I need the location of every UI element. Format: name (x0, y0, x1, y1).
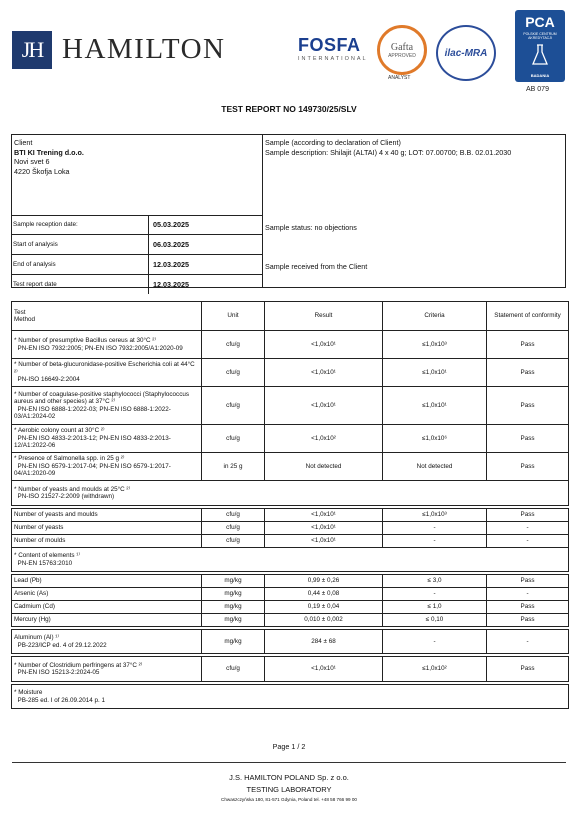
row-conformity: - (487, 535, 569, 548)
row-test: Cadmium (Cd) (12, 601, 202, 614)
date-value: 12.03.2025 (153, 280, 189, 289)
row-conformity: Pass (487, 387, 569, 425)
date-label: Sample reception date: (11, 215, 149, 235)
table-row (12, 575, 569, 588)
col-test-method (12, 302, 202, 331)
row-conformity: Pass (487, 601, 569, 614)
test-name: * Number of beta-glucuronidase-positive Escherichia coli at 44°C ²⁾ (14, 361, 195, 376)
date-row (11, 235, 263, 255)
table-row (12, 425, 569, 453)
col-statement: Statement of conformity (487, 302, 569, 331)
table-row (12, 535, 569, 548)
row-unit: mg/kg (202, 614, 265, 627)
col-method: Method (14, 316, 36, 323)
table-row (12, 614, 569, 627)
test-method: PN-EN ISO 4833-2:2013-12; PN-EN ISO 4833-2:2013-12/A1:2022-06 (14, 434, 171, 450)
row-unit: mg/kg (202, 588, 265, 601)
page-number: Page 1 / 2 (272, 742, 306, 751)
test-method: PN-ISO 16649-2:2004 (17, 376, 80, 384)
pca-logo (515, 10, 565, 82)
row-conformity: Pass (487, 575, 569, 588)
hamilton-logo-text: HAMILTON (62, 33, 226, 65)
client-address-2: 4220 Škofja Loka (14, 167, 70, 176)
row-result: <1,0x10¹ (265, 387, 383, 425)
col-criteria: Criteria (383, 302, 487, 331)
row-criteria: - (383, 630, 487, 654)
group-method: PN-EN 15763:2010 (17, 559, 73, 567)
group-method: PN-ISO 21527-2:2009 (withdrawn) (17, 493, 115, 500)
row-test (12, 387, 202, 425)
row-criteria: ≤1,0x10³ (383, 331, 487, 359)
row-conformity: Pass (487, 359, 569, 387)
yeasts-group-header (12, 481, 569, 506)
pca-badania-text: BADANIA (530, 73, 550, 78)
row-criteria: ≤ 1,0 (383, 601, 487, 614)
row-conformity: Pass (487, 425, 569, 453)
group-header (12, 548, 569, 572)
gafta-logo (377, 25, 427, 75)
flask-icon (532, 44, 548, 66)
table-row (12, 601, 569, 614)
row-unit: cfu/g (202, 535, 265, 548)
row-unit: cfu/g (202, 657, 265, 682)
test-method: PN-EN ISO 15213-2:2024-05 (17, 669, 100, 676)
row-criteria: - (383, 588, 487, 601)
test-name: * Presence of Salmonella spp. in 25 g ²⁾ (14, 455, 125, 463)
table-row (12, 331, 569, 359)
row-conformity: Pass (487, 453, 569, 481)
test-name: * Number of presumptive Bacillus cereus at 30°C ²⁾ (14, 337, 156, 345)
row-criteria: ≤1,0x10³ (383, 509, 487, 522)
row-test: Arsenic (As) (12, 588, 202, 601)
col-unit: Unit (202, 302, 265, 331)
date-label: Test report date (11, 275, 149, 295)
row-result: <1,0x10¹ (265, 522, 383, 535)
pca-logo-line: POLSKIE CENTRUM AKREDYTACJI (523, 32, 557, 40)
sample-description: Sample description: Shilajit (ALTAI) 4 x 40 g; LOT: 07.00700; B.B. 02.01.2030 (265, 148, 512, 157)
test-method: PN-EN ISO 6579-1:2017-04; PN-EN ISO 6579-1:2017-04/A1:2020-09 (14, 462, 171, 478)
row-result: <1,0x10¹ (265, 359, 383, 387)
col-result: Result (265, 302, 383, 331)
row-criteria: ≤1,0x10² (383, 657, 487, 682)
table-row (12, 657, 569, 682)
table-row (12, 359, 569, 387)
table-row (12, 509, 569, 522)
ilac-mra-logo: ilac-MRA (436, 25, 496, 81)
row-unit: cfu/g (202, 509, 265, 522)
date-row (11, 255, 263, 275)
test-name: * Number of coagulase-positive staphylococci (Staphylococcus aureus and other species) at 37°C ²⁾ (14, 390, 189, 406)
test-method: PB-223/ICP ed. 4 of 29.12.2022 (17, 641, 107, 649)
sample-status: Sample status: no objections (265, 223, 357, 232)
test-name: * Moisture (14, 689, 43, 697)
row-criteria: - (383, 535, 487, 548)
client-address-1: Novi svet 6 (14, 157, 50, 166)
fosfa-logo: FOSFA (298, 35, 361, 55)
date-value: 05.03.2025 (149, 215, 264, 235)
row-result: <1,0x10² (265, 425, 383, 453)
row-unit: cfu/g (202, 522, 265, 535)
elements-group-header (12, 548, 569, 572)
row-result: <1,0x10¹ (265, 657, 383, 682)
row-test: Number of yeasts (12, 522, 202, 535)
col-test: Test (14, 308, 26, 316)
row-result: <1,0x10¹ (265, 535, 383, 548)
group-test-name: * Content of elements ¹⁾ (14, 552, 80, 560)
results-table (11, 301, 569, 709)
test-name: * Number of Clostridium perfringens at 37°C ²⁾ (14, 661, 143, 669)
sample-received: Sample received from the Client (265, 262, 368, 271)
table-row (12, 630, 569, 654)
footer-lab: TESTING LABORATORY (246, 785, 332, 794)
row-conformity: Pass (487, 614, 569, 627)
row-test: Lead (Pb) (12, 575, 202, 588)
row-unit: mg/kg (202, 575, 265, 588)
pca-logo-text: PCA (525, 14, 555, 30)
sample-label: Sample (according to declaration of Client) (265, 138, 401, 147)
row-result: <1,0x10¹ (265, 509, 383, 522)
client-label: Client (14, 138, 33, 147)
row-unit: cfu/g (202, 425, 265, 453)
row-unit: cfu/g (202, 387, 265, 425)
row-test: Number of yeasts and moulds (12, 509, 202, 522)
row-criteria: Not detected (383, 453, 487, 481)
footer-divider (12, 762, 566, 763)
row-test (12, 425, 202, 453)
hamilton-logo-mark: JH (12, 31, 52, 69)
date-label: End of analysis (11, 255, 149, 275)
gafta-analyst-text: ANALYST (388, 75, 411, 81)
row-conformity: Pass (487, 657, 569, 682)
row-test: Number of moulds (12, 535, 202, 548)
row-conformity: Pass (487, 331, 569, 359)
row-conformity: - (487, 522, 569, 535)
date-row (11, 275, 263, 295)
date-label: Start of analysis (11, 235, 149, 255)
row-test (12, 630, 202, 654)
test-name: * Aerobic colony count at 30°C ²⁾ (14, 427, 105, 435)
row-conformity: Pass (487, 509, 569, 522)
table-row (12, 453, 569, 481)
test-name: Aluminum (Al) ¹⁾ (14, 634, 59, 642)
gafta-logo-text: Gafta (390, 41, 414, 53)
row-result: 284 ± 68 (265, 630, 383, 654)
test-method: PN-EN ISO 7932:2005; PN-EN ISO 7932:2005/A1:2020-09 (17, 344, 183, 352)
results-header-row (12, 302, 569, 331)
date-value: 12.03.2025 (149, 255, 264, 275)
accreditation-code: AB 079 (526, 86, 549, 93)
date-value: 06.03.2025 (149, 235, 264, 255)
row-test: Mercury (Hg) (12, 614, 202, 627)
row-result: 0,44 ± 0,08 (265, 588, 383, 601)
row-unit: in 25 g (202, 453, 265, 481)
row-test (12, 331, 202, 359)
row-criteria: ≤ 3,0 (383, 575, 487, 588)
row-criteria: ≤1,0x10¹ (383, 359, 487, 387)
group-test-name: * Number of yeasts and moulds at 25°C ²⁾ (14, 485, 131, 493)
date-row (11, 215, 263, 235)
row-test (12, 359, 202, 387)
row-criteria: ≤1,0x10¹ (383, 387, 487, 425)
row-criteria: ≤1,0x10⁶ (383, 425, 487, 453)
row-conformity: - (487, 588, 569, 601)
row-result: 0,99 ± 0,26 (265, 575, 383, 588)
row-conformity: - (487, 630, 569, 654)
table-row (12, 522, 569, 535)
row-test (12, 453, 202, 481)
report-title: TEST REPORT NO 149730/25/SLV (221, 104, 357, 114)
row-test (12, 657, 202, 682)
test-method: PB-285 ed. I of 26.09.2014 p. 1 (17, 696, 106, 704)
row-unit: mg/kg (202, 601, 265, 614)
row-result: <1,0x10¹ (265, 331, 383, 359)
table-row (12, 387, 569, 425)
moisture-row (12, 685, 569, 709)
row-result: Not detected (265, 453, 383, 481)
table-row (12, 588, 569, 601)
client-name: BTI KI Trening d.o.o. (14, 148, 84, 157)
dates-table (11, 215, 263, 294)
row-criteria: ≤ 0,10 (383, 614, 487, 627)
row-result: 0,19 ± 0,04 (265, 601, 383, 614)
row-unit: cfu/g (202, 359, 265, 387)
row-unit: mg/kg (202, 630, 265, 654)
test-method: PN-EN ISO 6888-1:2022-03; PN-EN ISO 6888-1:2022-03/A1:2024-02 (14, 405, 171, 420)
gafta-approved-text: APPROVED (388, 52, 416, 59)
group-header (12, 685, 569, 709)
row-criteria: - (383, 522, 487, 535)
group-header (12, 481, 569, 506)
row-result: 0,010 ± 0,002 (265, 614, 383, 627)
row-unit: cfu/g (202, 331, 265, 359)
footer-address: Chwaszczyńska 180, 81-571 Gdynia, Poland tel. +48 58 766 99 00 (221, 797, 357, 802)
fosfa-logo-sub: INTERNATIONAL (298, 56, 368, 62)
footer-company: J.S. HAMILTON POLAND Sp. z o.o. (229, 773, 349, 782)
